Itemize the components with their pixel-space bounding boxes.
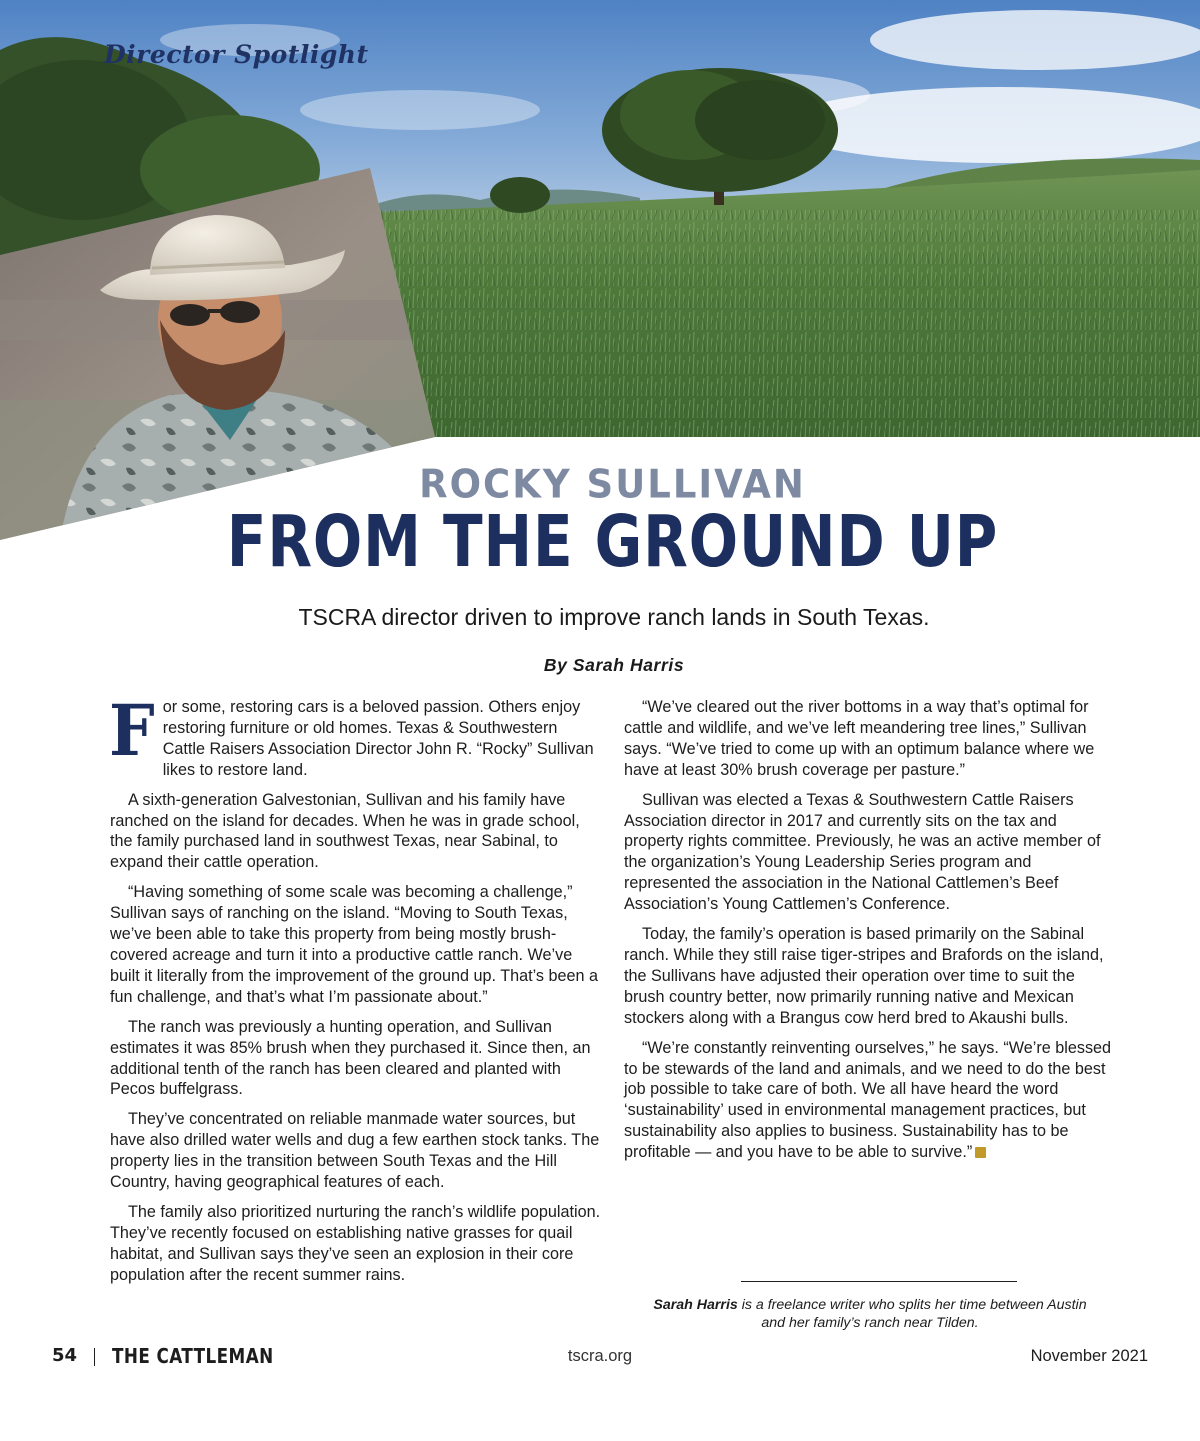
website-link[interactable]: tscra.org bbox=[567, 1347, 633, 1365]
author-name: Sarah Harris bbox=[653, 1297, 738, 1313]
article-paragraph: Sullivan was elected a Texas & Southwestern Cattle Raisers Association director in 2017 and currently sits on the tax and property rights committee. Previously, he was an active member of the organization’s Young Leadership Series program and represented the association in the National Cattlemen’s Beef Association’s Young Cattlemen’s Conference. bbox=[624, 790, 1101, 914]
article-paragraph: The ranch was previously a hunting operation, and Sullivan estimates it was 85% brush when they purchased it. Since then, an additional tenth of the ranch has been cleared and planted with Pecos buffelgrass. bbox=[110, 1017, 591, 1099]
article-paragraph: Today, the family’s operation is based primarily on the Sabinal ranch. While they still raise tiger-stripes and Brafords on the island, the Sullivans have adjusted their operation over time to suit the brush country better, now primarily running native and Mexican stockers along with a Brangus cow herd bred to Akaushi bulls. bbox=[624, 925, 1104, 1027]
author-bio bbox=[640, 1297, 1100, 1332]
author-bio-text: is a freelance writer who splits her time between Austin and her family’s ranch near Tilden. bbox=[737, 1297, 1087, 1331]
article-paragraph: They’ve concentrated on reliable manmade water sources, but have also drilled water wells and dug a few earthen stock tanks. The property lies in the transition between South Texas and the Hill Country, having geographical features of each. bbox=[110, 1110, 600, 1192]
article-column-left bbox=[108, 689, 602, 1295]
page-footer bbox=[0, 1345, 1200, 1375]
page-number: 54 bbox=[52, 1345, 78, 1366]
article-kicker: ROCKY SULLIVAN bbox=[419, 461, 806, 508]
article-paragraph: The family also prioritized nurturing the ranch’s wildlife population. They’ve recently focused on establishing native grasses for quail habitat, and Sullivan says they’ve seen an explosion in their core population after the recent summer rains. bbox=[110, 1202, 601, 1284]
article-paragraph: “We’ve cleared out the river bottoms in a way that’s optimal for cattle and wildlife, and we’ve left meandering tree lines,” Sullivan says. “We’ve tried to come up with an optimum balance where we have at least 30% brush coverage per pasture.” bbox=[624, 698, 1095, 779]
section-label: Director Spotlight bbox=[104, 40, 369, 69]
magazine-name: THE CATTLEMAN bbox=[112, 1344, 274, 1368]
article-paragraph: A sixth-generation Galvestonian, Sullivan and his family have ranched on the island for decades. When he was in grade school, the family purchased land in southwest Texas, near Sabinal, to expand their cattle operation. bbox=[110, 790, 580, 872]
issue-date: November 2021 bbox=[1030, 1347, 1148, 1365]
article-headline: FROM THE GROUND UP bbox=[226, 499, 999, 584]
bio-divider bbox=[741, 1281, 1017, 1282]
article-paragraph: For some, restoring cars is a beloved passion. Others enjoy restoring furniture or old homes. Texas & Southwestern Cattle Raisers Association Director John R. “Rocky” Sullivan likes to restore land. bbox=[108, 689, 594, 779]
article-column-right bbox=[624, 697, 1116, 1172]
article-byline: By Sarah Harris bbox=[543, 655, 685, 675]
article-paragraph: “We’re constantly reinventing ourselves,” he says. “We’re blessed to be stewards of the land and animals, and we need to do the best job possible to take care of both. We all have heard the word ‘sustainability’ used in environmental management practices, but sustainability also applies to business. Sustainability has to be profitable — and you have to be able to survive.” bbox=[624, 1038, 1112, 1162]
article-paragraph: “Having something of some scale was becoming a challenge,” Sullivan says of ranching on the island. “Moving to South Texas, we’ve been able to take this property from being mostly brush-covered acreage and turn it into a productive cattle ranch. We’ve built it literally from the improvement of the ground up. That’s been a fun challenge, and that’s what I’m passionate about.” bbox=[110, 883, 598, 1006]
drop-cap: F bbox=[108, 689, 155, 772]
end-mark-icon bbox=[975, 1147, 986, 1158]
article-deck: TSCRA director driven to improve ranch lands in South Texas. bbox=[298, 604, 930, 630]
